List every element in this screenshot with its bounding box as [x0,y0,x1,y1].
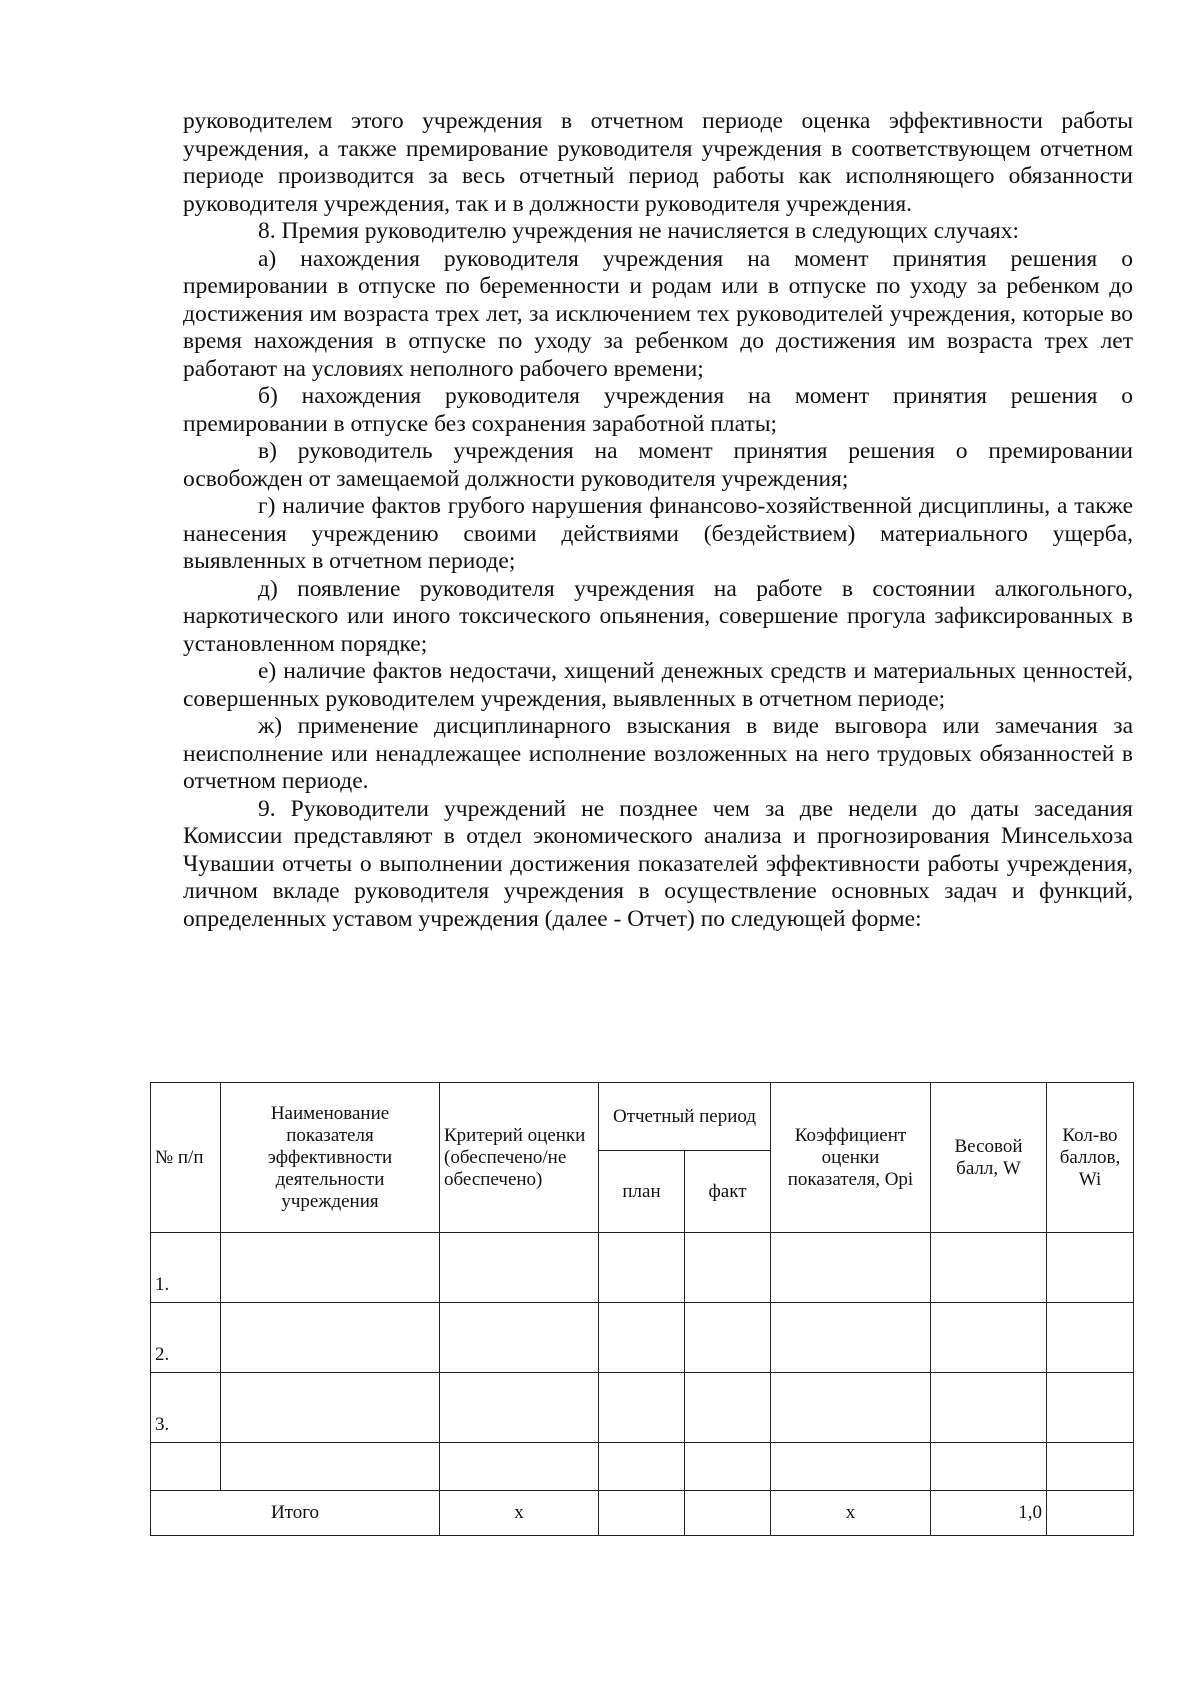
row-cell [599,1373,685,1443]
paragraph-8e: е) наличие фактов недостачи, хищений денежных средств и материальных ценностей, совершенных руководителем учреждения, выявленных в отчетном периоде; [183,658,1133,712]
row-cell [440,1443,599,1491]
row-cell [440,1303,599,1373]
total-criterion: x [440,1491,599,1536]
total-points [1047,1491,1134,1536]
row-cell [771,1303,931,1373]
paragraph-continuation: руководителем этого учреждения в отчетном периоде оценка эффективности работы учреждения, а также премирование руководителя учреждения в соответствующем отчетном периоде производится за весь отчетный период работы как исполняющего обязанности руководителя учреждения, так и в должности руководителя учреждения. [183,108,1133,217]
row-num: 3. [151,1373,221,1443]
total-label: Итого [151,1491,440,1536]
row-cell [685,1233,771,1303]
row-cell [931,1303,1047,1373]
table-row [151,1303,1134,1373]
report-form-table [150,1082,1134,1536]
row-cell [599,1233,685,1303]
header-fact: факт [685,1151,771,1233]
row-cell [771,1443,931,1491]
total-coef: x [771,1491,931,1536]
table-row [151,1233,1134,1303]
row-num: 2. [151,1303,221,1373]
row-cell [685,1373,771,1443]
paragraph-8g: г) наличие фактов грубого нарушения финансово-хозяйственной дисциплины, а также нанесения учреждению своими действиями (бездействием) материального ущерба, выявленных в отчетном периоде; [183,493,1133,574]
header-coef: Коэффициент оценки показателя, Opi [771,1083,931,1233]
paragraph-8: 8. Премия руководителю учреждения не начисляется в следующих случаях: [258,218,1020,244]
header-points: Кол-во баллов, Wi [1047,1083,1134,1233]
row-cell [221,1303,440,1373]
row-cell [221,1233,440,1303]
row-cell [1047,1233,1134,1303]
row-cell [685,1303,771,1373]
table-total-row [151,1491,1134,1536]
row-cell [440,1373,599,1443]
row-cell [221,1373,440,1443]
total-fact [685,1491,771,1536]
header-criterion: Критерий оценки (обеспечено/не обеспечено) [440,1083,599,1233]
row-cell [599,1303,685,1373]
paragraph-9: 9. Руководители учреждений не позднее чем за две недели до даты заседания Комиссии представляют в отдел экономического анализа и прогнозирования Минсельхоза Чувашии отчеты о выполнении достижения показателей эффективности работы учреждения, личном вкладе руководителя учреждения в осуществление основных задач и функций, определенных уставом учреждения (далее - Отчет) по следующей форме: [183,795,1133,932]
row-cell [771,1233,931,1303]
header-num: № п/п [151,1083,221,1233]
total-plan [599,1491,685,1536]
row-num: 1. [151,1233,221,1303]
row-cell [1047,1373,1134,1443]
row-cell [685,1443,771,1491]
paragraph-8b: б) нахождения руководителя учреждения на момент принятия решения о премировании в отпуске без сохранения заработной платы; [183,383,1133,437]
table-row [151,1443,1134,1491]
header-period: Отчетный период [599,1083,771,1151]
header-name: Наименование показателя эффективности деятельности учреждения [221,1083,440,1233]
body-text [183,108,1133,933]
row-cell [931,1233,1047,1303]
row-cell [931,1443,1047,1491]
header-weight: Весовой балл, W [931,1083,1047,1233]
row-cell [221,1443,440,1491]
table-header-row-1 [151,1083,1134,1151]
row-cell [440,1233,599,1303]
row-cell [771,1373,931,1443]
row-cell [599,1443,685,1491]
table-row [151,1373,1134,1443]
paragraph-8zh: ж) применение дисциплинарного взыскания в виде выговора или замечания за неисполнение или ненадлежащее исполнение возложенных на него трудовых обязанностей в отчетном периоде. [183,713,1133,794]
paragraph-8a: а) нахождения руководителя учреждения на момент принятия решения о премировании в отпуске по беременности и родам или в отпуске по уходу за ребенком до достижения им возраста трех лет, за исключением тех руководителей учреждения, которые во время нахождения в отпуске по уходу за ребенком до достижения им возраста трех лет работают на условиях неполного рабочего времени; [183,245,1133,382]
header-plan: план [599,1151,685,1233]
row-cell [931,1373,1047,1443]
row-num [151,1443,221,1491]
row-cell [1047,1303,1134,1373]
paragraph-8d: д) появление руководителя учреждения на работе в состоянии алкогольного, наркотического или иного токсического опьянения, совершение прогула зафиксированных в установленном порядке; [183,575,1133,657]
total-weight: 1,0 [931,1491,1047,1536]
paragraph-8v: в) руководитель учреждения на момент принятия решения о премировании освобожден от замещаемой должности руководителя учреждения; [183,438,1133,492]
row-cell [1047,1443,1134,1491]
